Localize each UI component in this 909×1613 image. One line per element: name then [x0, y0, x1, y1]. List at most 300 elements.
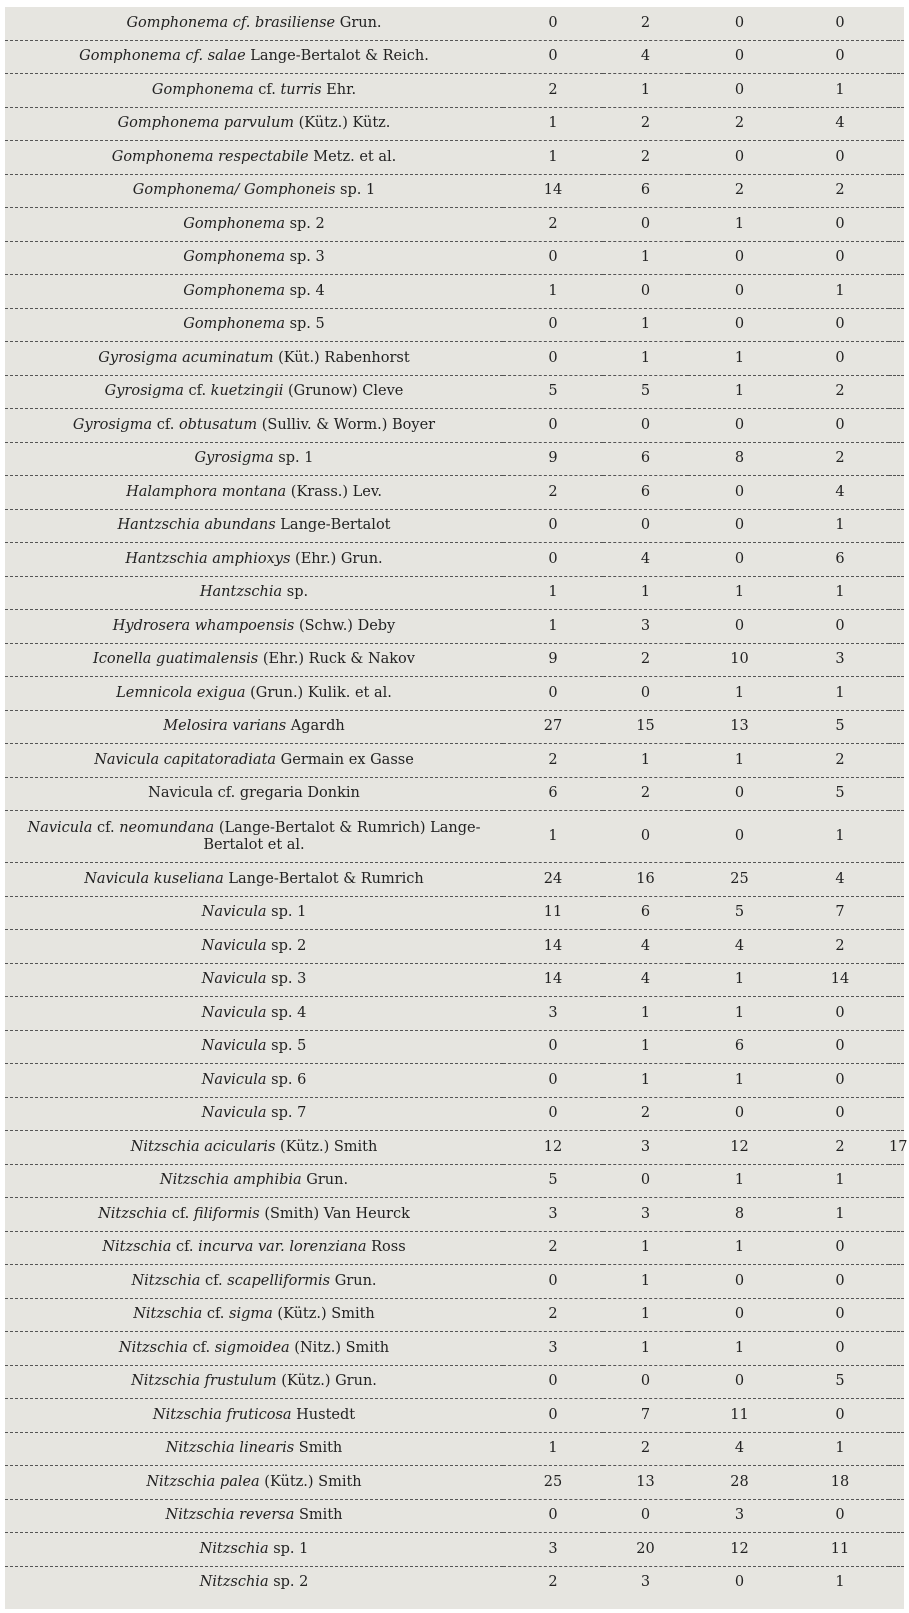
count-cell-col2: 0 [603, 409, 688, 443]
count-cell-col1: 0 [503, 7, 603, 40]
count-cell-col4: 4 [791, 107, 889, 141]
count-cell-col4: 0 [791, 1499, 889, 1533]
taxon-italic-text: Navicula [201, 1105, 267, 1122]
taxon-text: Navicula cf. gregaria Donkin [148, 785, 360, 802]
count-cell-col1: 0 [503, 1399, 603, 1433]
taxon-text: Metz. et al. [308, 148, 397, 165]
taxon-italic-text: Gyrosigma acuminatum [98, 349, 274, 366]
table-row [5, 811, 904, 863]
count-cell-col2: 3 [603, 1131, 688, 1165]
taxon-text: (Schw.) Deby [294, 617, 396, 634]
count-cell-col4: 0 [791, 1399, 889, 1433]
count-cell-col4: 2 [791, 174, 889, 208]
count-cell-col1: 2 [503, 74, 603, 108]
species-name-cell [5, 1030, 503, 1064]
count-cell-col5 [889, 1097, 904, 1131]
species-name-cell [5, 409, 503, 443]
taxon-italic-text: Gomphonema [183, 215, 285, 232]
count-cell-col1: 24 [503, 863, 603, 897]
taxon-text: cf. [202, 1306, 230, 1323]
count-cell-col5 [889, 476, 904, 510]
count-cell-col1: 3 [503, 997, 603, 1031]
taxon-italic-text: sigmoidea [214, 1339, 290, 1356]
table-row [5, 543, 904, 577]
count-cell-col1: 0 [503, 1030, 603, 1064]
count-cell-col5 [889, 1466, 904, 1500]
table-row [5, 677, 904, 711]
count-cell-col4: 0 [791, 141, 889, 175]
count-cell-col4: 5 [791, 710, 889, 744]
taxon-italic-text: Nitzschia reversa [165, 1507, 295, 1524]
count-cell-col1: 14 [503, 930, 603, 964]
count-cell-col4: 1 [791, 1432, 889, 1466]
table-row [5, 610, 904, 644]
count-cell-col4: 0 [791, 208, 889, 242]
taxon-italic-text: Navicula [201, 937, 267, 954]
count-cell-col1: 2 [503, 1231, 603, 1265]
count-cell-col2: 16 [603, 863, 688, 897]
count-cell-col2: 0 [603, 275, 688, 309]
count-cell-col4: 0 [791, 1064, 889, 1098]
count-cell-col2: 1 [603, 1265, 688, 1299]
taxon-italic-text: Nitzschia acicularis [130, 1138, 276, 1155]
count-cell-col4: 5 [791, 1365, 889, 1399]
table-row [5, 40, 904, 74]
count-cell-col2: 6 [603, 896, 688, 930]
count-cell-col4: 1 [791, 275, 889, 309]
count-cell-col3: 1 [688, 677, 791, 711]
taxon-text: sp. 3 [266, 971, 307, 988]
count-cell-col3: 0 [688, 777, 791, 811]
count-cell-col4: 0 [791, 342, 889, 376]
table-row [5, 275, 904, 309]
table-row [5, 1432, 904, 1466]
count-cell-col1: 0 [503, 241, 603, 275]
taxon-italic-text: neomundana [119, 819, 215, 836]
count-cell-col4: 5 [791, 777, 889, 811]
taxon-text: sp. 2 [268, 1574, 309, 1591]
table-row [5, 141, 904, 175]
count-cell-col3: 2 [688, 174, 791, 208]
count-cell-col4: 11 [791, 1533, 889, 1567]
table-row [5, 241, 904, 275]
taxon-italic-text: scapelliformis [227, 1272, 331, 1289]
count-cell-col5 [889, 7, 904, 40]
count-cell-col4: 0 [791, 1332, 889, 1366]
count-cell-col1: 14 [503, 963, 603, 997]
count-cell-col5 [889, 509, 904, 543]
count-cell-col5: 17 [889, 1131, 904, 1165]
table-row [5, 863, 904, 897]
species-name-cell [5, 1466, 503, 1500]
species-name-cell [5, 1265, 503, 1299]
table-row [5, 1499, 904, 1533]
species-name-cell [5, 241, 503, 275]
species-name-cell [5, 963, 503, 997]
count-cell-col5 [889, 107, 904, 141]
count-cell-col3: 0 [688, 74, 791, 108]
taxon-italic-text: Navicula [27, 819, 93, 836]
taxon-italic-text: turris [280, 81, 322, 98]
count-cell-col4: 2 [791, 930, 889, 964]
species-name-cell [5, 40, 503, 74]
taxon-italic-text: incurva var. lorenziana [198, 1239, 367, 1256]
count-cell-col1: 0 [503, 677, 603, 711]
species-name-cell [5, 208, 503, 242]
count-cell-col2: 3 [603, 1198, 688, 1232]
count-cell-col3: 0 [688, 141, 791, 175]
count-cell-col5 [889, 777, 904, 811]
count-cell-col3: 4 [688, 1432, 791, 1466]
taxon-text: Smith [294, 1507, 343, 1524]
count-cell-col2: 6 [603, 476, 688, 510]
species-name-cell [5, 7, 503, 40]
count-cell-col1: 2 [503, 744, 603, 778]
taxon-text: cf. [152, 416, 179, 433]
count-cell-col1: 5 [503, 1164, 603, 1198]
table-row [5, 1164, 904, 1198]
table-row [5, 7, 904, 40]
count-cell-col2: 4 [603, 930, 688, 964]
count-cell-col3: 28 [688, 1466, 791, 1500]
table-row [5, 1231, 904, 1265]
taxon-italic-text: Navicula [201, 904, 267, 921]
taxon-text: sp. 2 [284, 215, 325, 232]
taxon-italic-text: Iconella guatimalensis [93, 651, 259, 668]
table-row [5, 576, 904, 610]
count-cell-col5 [889, 610, 904, 644]
taxon-italic-text: Navicula [201, 1004, 267, 1021]
count-cell-col3: 1 [688, 1164, 791, 1198]
count-cell-col4: 0 [791, 1298, 889, 1332]
taxon-italic-text: Gomphonema respectabile [111, 148, 309, 165]
count-cell-col2: 1 [603, 1030, 688, 1064]
count-cell-col3: 0 [734, 1574, 745, 1591]
taxon-text: cf. [200, 1272, 228, 1289]
count-cell-col3: 0 [688, 7, 791, 40]
count-cell-col1: 2 [503, 476, 603, 510]
table-row [5, 409, 904, 443]
count-cell-col3: 0 [688, 308, 791, 342]
taxon-italic-text: Nitzschia linearis [165, 1440, 295, 1457]
count-cell-col3: 8 [688, 442, 791, 476]
count-cell-col3: 0 [688, 476, 791, 510]
table-row [5, 174, 904, 208]
count-cell-col5 [889, 308, 904, 342]
table-row [5, 963, 904, 997]
count-cell-col5 [889, 141, 904, 175]
count-cell-col3: 0 [688, 610, 791, 644]
taxon-text: cf. [187, 1339, 215, 1356]
taxon-text: Lange-Bertalot & Rumrich [223, 870, 424, 887]
count-cell-col4: 18 [791, 1466, 889, 1500]
count-cell-col2: 3 [603, 610, 688, 644]
taxon-text: (Smith) Van Heurck [259, 1205, 410, 1222]
taxon-text: sp. 6 [266, 1071, 307, 1088]
count-cell-col4: 4 [791, 476, 889, 510]
count-cell-col4: 0 [791, 1030, 889, 1064]
count-cell-col2: 0 [603, 811, 688, 863]
count-cell-col1: 0 [503, 1064, 603, 1098]
count-cell-col3: 1 [688, 1064, 791, 1098]
count-cell-col2: 2 [603, 107, 688, 141]
taxon-text: (Nitz.) Smith [289, 1339, 390, 1356]
count-cell-col4: 2 [791, 375, 889, 409]
count-cell-col4: 4 [791, 863, 889, 897]
table-row [5, 375, 904, 409]
taxon-italic-text: Nitzschia [131, 1272, 201, 1289]
count-cell-col2: 2 [603, 141, 688, 175]
count-cell-col3: 1 [688, 342, 791, 376]
taxon-text: (Kütz.) Smith [275, 1138, 378, 1155]
species-name-cell [5, 677, 503, 711]
count-cell-col1: 12 [503, 1131, 603, 1165]
count-cell-col5 [889, 1432, 904, 1466]
species-name-cell [5, 375, 503, 409]
table-row [5, 208, 904, 242]
count-cell-col3: 0 [688, 543, 791, 577]
taxon-text: sp. 2 [266, 937, 307, 954]
species-name-cell [5, 1399, 503, 1433]
taxon-italic-text: Gomphonema [183, 282, 285, 299]
count-cell-col2: 1 [603, 1064, 688, 1098]
species-name-cell [5, 997, 503, 1031]
count-cell-col3: 1 [688, 997, 791, 1031]
count-cell-col2: 7 [603, 1399, 688, 1433]
count-cell-col5 [889, 1566, 904, 1599]
count-cell-col1: 11 [503, 896, 603, 930]
count-cell-col2: 20 [603, 1533, 688, 1567]
taxon-text: Ross [366, 1239, 406, 1256]
count-cell-col4: 1 [791, 677, 889, 711]
count-cell-col5 [889, 375, 904, 409]
count-cell-col3: 1 [688, 208, 791, 242]
taxon-italic-text: Melosira varians [163, 718, 287, 735]
count-cell-col5 [889, 576, 904, 610]
count-cell-col1: 3 [503, 1332, 603, 1366]
count-cell-col3: 12 [688, 1533, 791, 1567]
table-row [5, 1332, 904, 1366]
count-cell-col5 [889, 744, 904, 778]
count-cell-col2: 13 [603, 1466, 688, 1500]
count-cell-col1: 2 [503, 208, 603, 242]
species-name-cell [5, 141, 503, 175]
taxon-text: Grun. [330, 1272, 377, 1289]
count-cell-col5 [889, 1164, 904, 1198]
count-cell-col2: 0 [603, 677, 688, 711]
taxon-text: Smith [294, 1440, 343, 1457]
count-cell-col4: 0 [791, 1231, 889, 1265]
count-cell-col4: 0 [791, 997, 889, 1031]
count-cell-col3: 0 [688, 409, 791, 443]
count-cell-col2: 6 [603, 174, 688, 208]
count-cell-col2: 0 [603, 1365, 688, 1399]
taxon-italic-text: Navicula [201, 1071, 267, 1088]
taxon-italic-text: Hantzschia amphioxys [125, 550, 291, 567]
species-name-cell [5, 710, 503, 744]
table-row [5, 744, 904, 778]
count-cell-col5 [889, 1064, 904, 1098]
taxon-italic-text: Nitzschia [133, 1306, 203, 1323]
table-row [5, 107, 904, 141]
species-name-cell [5, 811, 503, 863]
taxon-italic-text: Lemnicola exigua [116, 684, 246, 701]
count-cell-col1: 0 [503, 1499, 603, 1533]
count-cell-col5 [889, 174, 904, 208]
count-cell-col4: 1 [835, 1574, 845, 1591]
taxon-text: cf. [171, 1239, 199, 1256]
count-cell-col1: 0 [503, 1097, 603, 1131]
count-cell-col3: 1 [688, 576, 791, 610]
taxon-text: (Kütz.) Smith [272, 1306, 375, 1323]
species-name-cell [5, 1298, 503, 1332]
count-cell-col1: 1 [503, 811, 603, 863]
count-cell-col5 [889, 710, 904, 744]
count-cell-col5 [889, 997, 904, 1031]
count-cell-col5 [889, 1298, 904, 1332]
taxon-text: Hustedt [291, 1406, 356, 1423]
species-name-cell [5, 1231, 503, 1265]
table-row [5, 1064, 904, 1098]
count-cell-col5 [889, 442, 904, 476]
count-cell-col3: 0 [688, 275, 791, 309]
taxon-text: cf. [167, 1205, 194, 1222]
taxon-text: (Kütz.) Kütz. [294, 115, 391, 132]
count-cell-col1: 1 [503, 576, 603, 610]
species-name-cell [5, 777, 503, 811]
count-cell-col1: 0 [503, 509, 603, 543]
count-cell-col4: 1 [791, 811, 889, 863]
table-row [5, 1399, 904, 1433]
count-cell-col5 [889, 342, 904, 376]
taxon-text: Ehr. [321, 81, 357, 98]
count-cell-col1: 0 [503, 40, 603, 74]
table-row [5, 476, 904, 510]
species-name-cell [5, 576, 503, 610]
table-row [5, 74, 904, 108]
count-cell-col3: 0 [688, 811, 791, 863]
taxon-italic-text: Gyrosigma [72, 416, 153, 433]
species-name-cell [5, 1432, 503, 1466]
species-name-cell [5, 1566, 503, 1599]
count-cell-col5 [889, 643, 904, 677]
table-row [5, 777, 904, 811]
count-cell-col5 [889, 1365, 904, 1399]
taxon-text: Lange-Bertalot [275, 517, 391, 534]
count-cell-col1: 27 [503, 710, 603, 744]
taxon-text: Lange-Bertalot & Reich. [245, 48, 429, 65]
taxon-text: cf. [183, 383, 211, 400]
count-cell-col2: 0 [603, 509, 688, 543]
count-cell-col3: 1 [688, 963, 791, 997]
taxon-italic-text: Hydrosera whampoensis [112, 617, 295, 634]
table-row [5, 1298, 904, 1332]
count-cell-col2: 1 [603, 997, 688, 1031]
taxon-italic-text: Gomphonema cf. brasiliense [126, 14, 336, 31]
table-row [5, 1198, 904, 1232]
species-name-cell [5, 509, 503, 543]
taxon-text: cf. [253, 81, 281, 98]
count-cell-col1: 0 [503, 1365, 603, 1399]
table-row [5, 308, 904, 342]
table-row [5, 442, 904, 476]
count-cell-col5 [889, 74, 904, 108]
count-cell-col3: 6 [688, 1030, 791, 1064]
taxon-text: Germain ex Gasse [276, 751, 414, 768]
count-cell-col5 [889, 1332, 904, 1366]
taxon-text: sp. 3 [284, 249, 325, 266]
taxon-italic-text: Gomphonema cf. salae [79, 48, 246, 65]
count-cell-col2: 1 [603, 1332, 688, 1366]
taxon-italic-text: Navicula [201, 1038, 267, 1055]
species-name-cell [5, 308, 503, 342]
species-name-cell [5, 1365, 503, 1399]
count-cell-col5 [889, 1231, 904, 1265]
species-table-panel [5, 7, 908, 1609]
count-cell-col5 [889, 275, 904, 309]
count-cell-col4: 0 [791, 40, 889, 74]
taxon-text: (Kütz.) Grun. [276, 1373, 377, 1390]
count-cell-col3: 1 [688, 375, 791, 409]
count-cell-col1: 2 [548, 1574, 558, 1591]
count-cell-col3: 25 [688, 863, 791, 897]
count-cell-col4: 0 [791, 610, 889, 644]
count-cell-col2: 1 [603, 241, 688, 275]
count-cell-col5 [889, 543, 904, 577]
taxon-italic-text: Gomphonema [183, 249, 285, 266]
species-name-cell [5, 896, 503, 930]
species-name-cell [5, 1097, 503, 1131]
taxon-text: (Lange-Bertalot & Rumrich) Lange-Bertalot et al. [203, 819, 481, 853]
species-name-cell [5, 643, 503, 677]
species-name-cell [5, 1533, 503, 1567]
count-cell-col3: 11 [688, 1399, 791, 1433]
taxon-text: Agardh [286, 718, 345, 735]
taxon-italic-text: Nitzschia fruticosa [152, 1406, 292, 1423]
count-cell-col5 [889, 1499, 904, 1533]
taxon-italic-text: Navicula capitatoradiata [94, 751, 277, 768]
count-cell-col4: 0 [791, 409, 889, 443]
count-cell-col1: 5 [503, 375, 603, 409]
count-cell-col2: 3 [640, 1574, 651, 1591]
taxon-text: sp. 1 [335, 182, 376, 199]
taxon-text: Grun. [301, 1172, 349, 1189]
taxon-text: sp. [282, 584, 309, 601]
table-row [5, 1030, 904, 1064]
table-row [5, 997, 904, 1031]
count-cell-col4: 0 [791, 1265, 889, 1299]
count-cell-col2: 1 [603, 74, 688, 108]
count-cell-col3: 0 [688, 1265, 791, 1299]
taxon-italic-text: Gomphonema/ Gomphoneis [132, 182, 336, 199]
table-row [5, 1265, 904, 1299]
count-cell-col2: 1 [603, 342, 688, 376]
count-cell-col1: 6 [503, 777, 603, 811]
count-cell-col2: 1 [603, 744, 688, 778]
taxon-italic-text: Navicula kuseliana [84, 870, 224, 887]
count-cell-col5 [889, 1533, 904, 1567]
count-cell-col3: 1 [688, 1332, 791, 1366]
table-row [5, 1097, 904, 1131]
species-name-cell [5, 1198, 503, 1232]
species-name-cell [5, 610, 503, 644]
count-cell-col4: 3 [791, 643, 889, 677]
count-cell-col2: 2 [603, 1097, 688, 1131]
count-cell-col2: 1 [603, 308, 688, 342]
count-cell-col5 [889, 930, 904, 964]
taxon-italic-text: Nitzschia palea [146, 1473, 260, 1490]
count-cell-col4: 6 [791, 543, 889, 577]
